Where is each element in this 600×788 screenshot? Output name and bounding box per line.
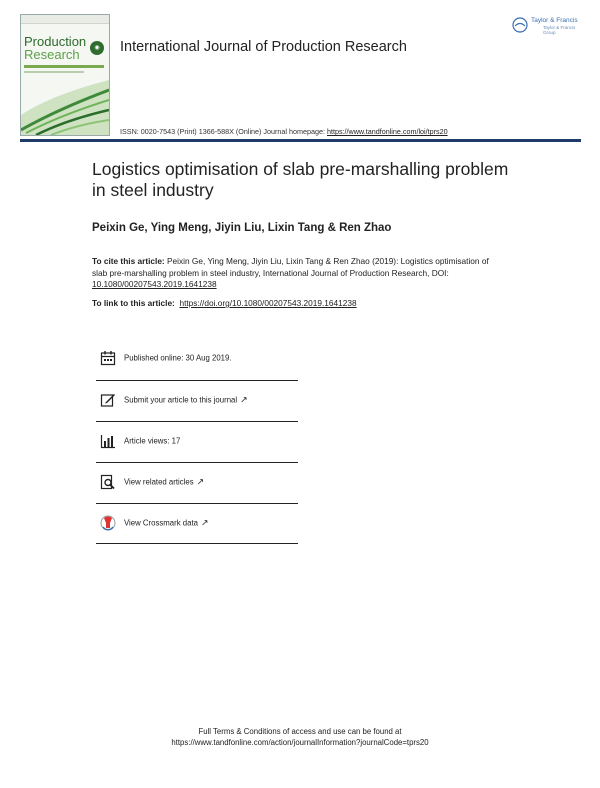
journal-cover-image xyxy=(20,14,110,136)
citation-block xyxy=(92,256,502,291)
taylor-francis-icon xyxy=(512,17,528,33)
journal-homepage-link[interactable]: https://www.tandfonline.com/loi/tprs20 xyxy=(326,127,448,136)
crossmark-link[interactable] xyxy=(124,518,209,529)
cover-bar xyxy=(24,65,104,68)
external-link-icon: ↗ xyxy=(240,394,248,405)
external-link-icon: ↗ xyxy=(200,517,209,528)
published-online-row xyxy=(96,338,298,378)
cite-text: Peixin Ge, Ying Meng, Jiyin Liu, Lixin Tang & Ren Zhao (2019): Logistics optimisation of slab pre-marshalling problem in steel industry, International Journal of Production Research, DOI: xyxy=(92,256,489,278)
article-views-row xyxy=(96,421,298,461)
article-authors: Peixin Ge, Ying Meng, Jiyin Liu, Lixin Tang & Ren Zhao xyxy=(92,222,392,234)
journal-title: International Journal of Production Research xyxy=(120,39,407,55)
footer-terms xyxy=(0,726,600,748)
footer-line1: Full Terms & Conditions of access and use can be found at xyxy=(198,727,402,736)
article-title: Logistics optimisation of slab pre-marshalling problem in steel industry xyxy=(92,159,509,200)
header-divider xyxy=(20,139,581,142)
submit-article-row[interactable] xyxy=(96,380,298,420)
cover-badge-icon: ◉ xyxy=(90,41,104,55)
published-online-label: Published online: 30 Aug 2019. xyxy=(124,353,232,363)
external-link-icon: ↗ xyxy=(196,476,205,487)
article-views-label: Article views: 17 xyxy=(124,436,181,446)
doi-link[interactable]: 10.1080/00207543.2019.1641238 xyxy=(92,279,217,289)
cover-top-band xyxy=(21,15,109,24)
related-articles-link[interactable] xyxy=(124,477,204,488)
crossmark-label: View Crossmark data xyxy=(124,518,198,528)
cite-label: To cite this article: xyxy=(92,256,165,266)
cover-artwork xyxy=(21,75,109,135)
submit-article-label: Submit your article to this journal xyxy=(124,395,238,405)
link-label: To link to this article: xyxy=(92,298,175,308)
bar-chart-icon xyxy=(100,433,116,449)
issn-line xyxy=(120,127,448,136)
link-to-article xyxy=(92,298,357,308)
calendar-icon xyxy=(100,350,116,366)
edit-icon xyxy=(100,392,116,408)
article-url-link[interactable]: https://doi.org/10.1080/00207543.2019.1641238 xyxy=(179,298,357,308)
search-document-icon xyxy=(100,474,116,490)
publisher-logo-line2: Taylor & Francis Group xyxy=(543,25,576,35)
publisher-logo xyxy=(512,15,588,37)
crossmark-row[interactable] xyxy=(96,503,298,543)
related-articles-row[interactable] xyxy=(96,462,298,502)
issn-text: ISSN: 0020-7543 (Print) 1366-588X (Online) Journal homepage: xyxy=(120,127,327,136)
submit-article-link[interactable] xyxy=(124,395,248,406)
cover-title-line1: Production xyxy=(24,34,87,49)
related-articles-label: View related articles xyxy=(124,477,194,487)
footer-terms-link[interactable]: https://www.tandfonline.com/action/journalInformation?journalCode=tprs20 xyxy=(171,738,429,747)
crossmark-icon xyxy=(100,515,116,531)
cover-bar-secondary xyxy=(24,71,84,73)
cover-title-line2: Research xyxy=(24,47,80,62)
meta-divider xyxy=(96,543,298,544)
publisher-logo-line1: Taylor & Francis xyxy=(531,17,578,24)
